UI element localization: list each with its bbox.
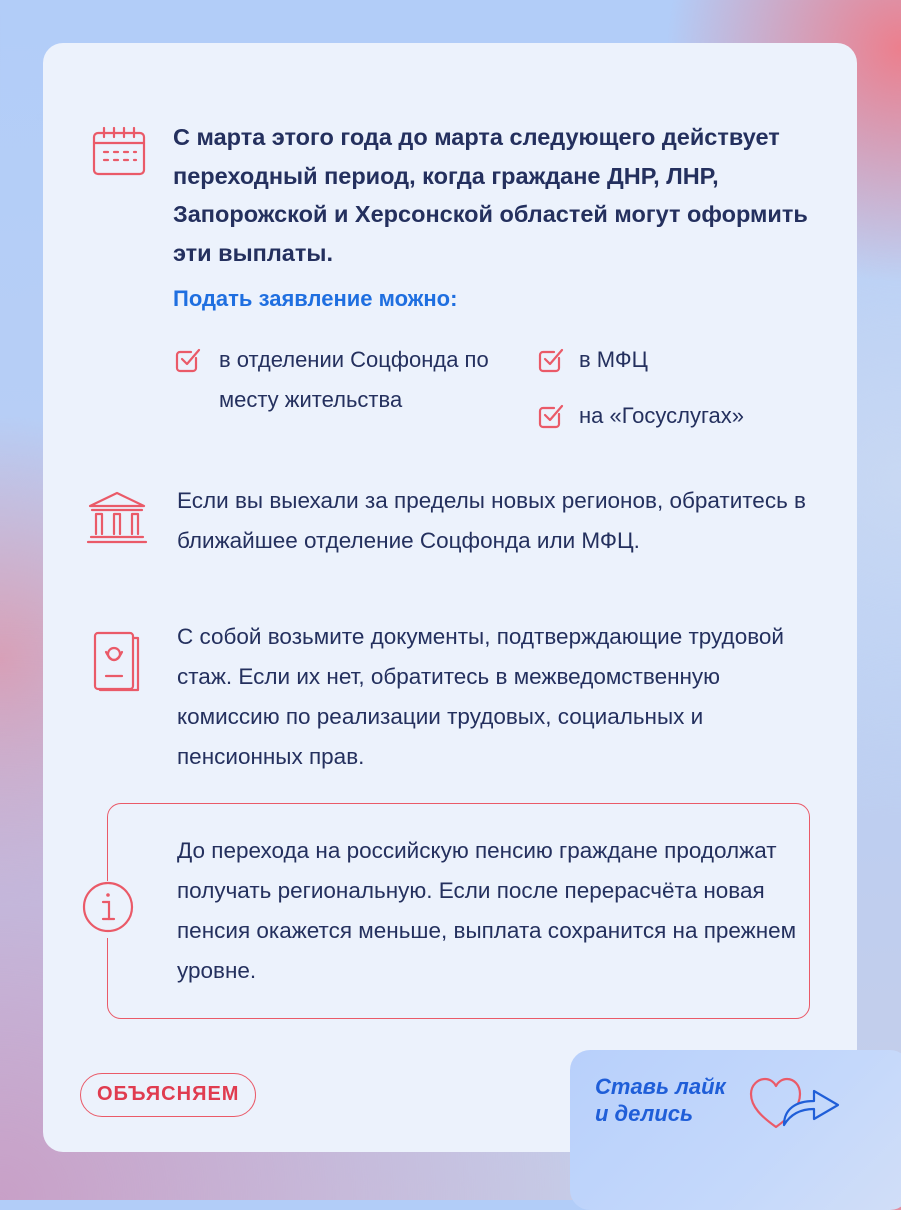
share-arrow-icon [784, 1091, 838, 1125]
checkbox-icon [537, 346, 565, 374]
checkbox-icon [174, 346, 202, 374]
calendar-icon [92, 126, 146, 176]
share-cta[interactable] [595, 1073, 726, 1127]
building-icon [86, 490, 148, 546]
share-cta-line1: Ставь лайк [595, 1074, 726, 1099]
checkbox-icon [537, 402, 565, 430]
heart-icon [751, 1079, 800, 1127]
info-icon [82, 881, 134, 938]
like-share-icons[interactable] [748, 1075, 842, 1136]
document-icon [92, 630, 142, 692]
intro-text: С марта этого года до марта следующего действует переходный период, когда граждане ДНР, ЛНР, Запорожской и Херсонской областей могут оформить эти выплаты. [173, 124, 808, 266]
notice-text: До перехода на российскую пенсию граждане продолжат получать региональную. Если после перерасчёта новая пенсия окажется меньше, выплата сохранится на прежнем уровне. [177, 838, 797, 983]
option-mfc: в МФЦ [579, 347, 648, 372]
option-social-fund: в отделении Соцфонда по месту жительства [219, 347, 489, 412]
share-cta-line2: и делись [595, 1101, 694, 1126]
moved-text: Если вы выехали за пределы новых регионов, обратитесь в ближайшее отделение Соцфонда или МФЦ. [177, 488, 807, 553]
documents-text: С собой возьмите документы, подтверждающие трудовой стаж. Если их нет, обратитесь в межведомственную комиссию по реализации трудовых, социальных и пенсионных прав. [177, 624, 784, 769]
explain-tag: ОБЪЯСНЯЕМ [80, 1073, 256, 1117]
apply-heading: Подать заявление можно: [173, 286, 458, 311]
option-gosuslugi: на «Госуслугах» [579, 403, 745, 428]
